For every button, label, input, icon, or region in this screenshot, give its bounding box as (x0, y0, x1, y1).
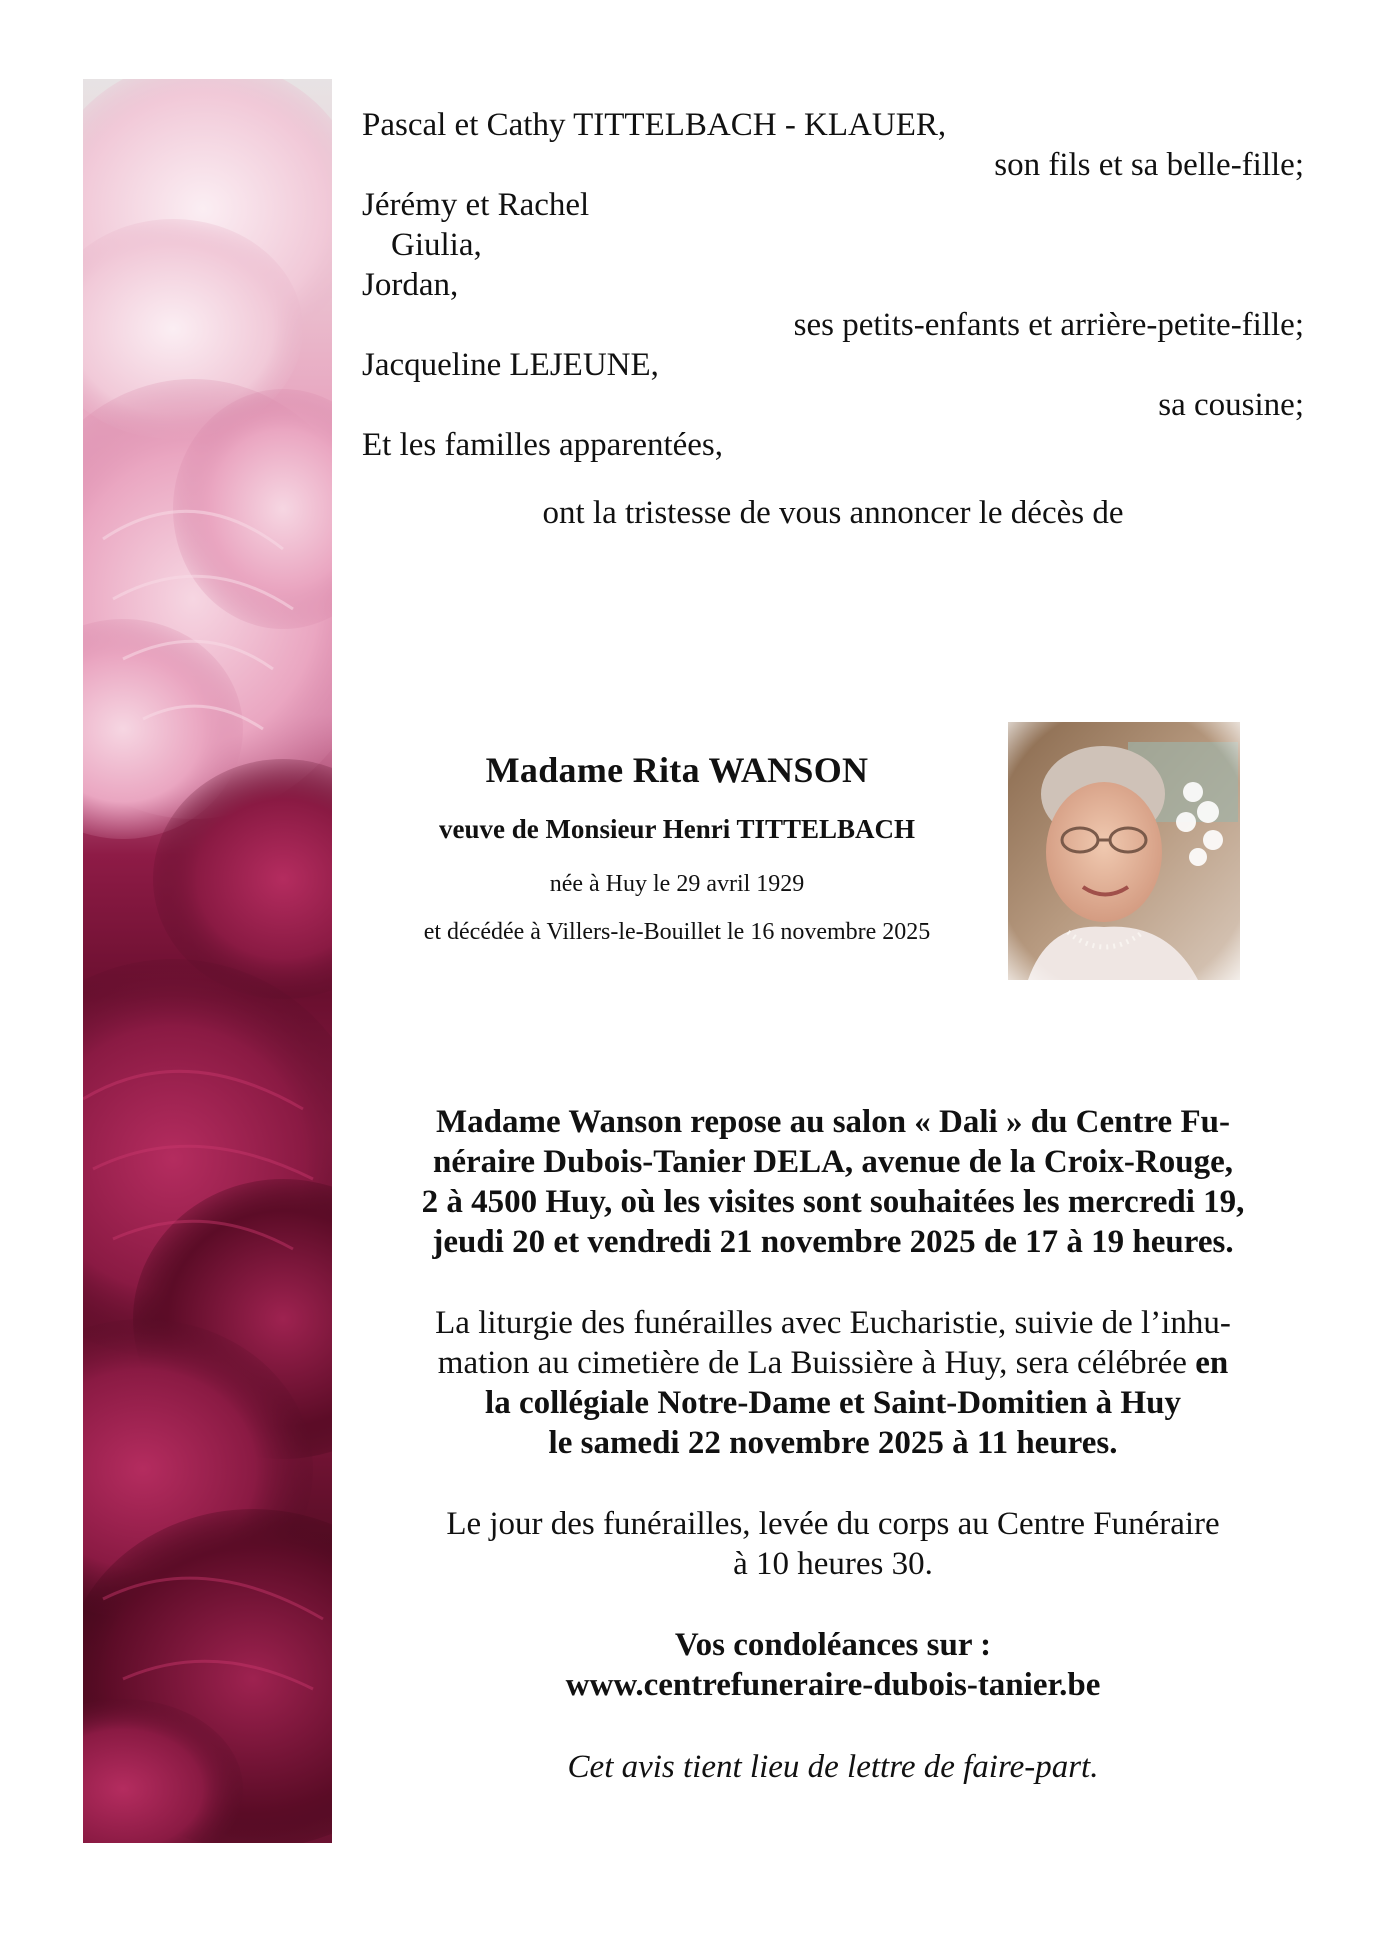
visitation-paragraph (362, 1102, 1304, 1262)
condolences-block (362, 1625, 1304, 1705)
relation-cousin: sa cousine; (1158, 387, 1304, 423)
visitation-line: Madame Wanson repose au salon « Dali » du Centre Fu- (436, 1104, 1230, 1140)
closing-note (362, 1747, 1304, 1787)
family-line-grandchildren: Jérémy et Rachel (362, 187, 590, 223)
family-line-son: Pascal et Cathy TITTELBACH - KLAUER, (362, 107, 947, 143)
relation-son: son fils et sa belle-fille; (994, 147, 1304, 183)
widow-of: veuve de Monsieur Henri TITTELBACH (438, 814, 916, 844)
birth-info: née à Huy le 29 avril 1929 (549, 871, 805, 897)
condolences-label: Vos condoléances sur : (674, 1627, 992, 1663)
visitation-line: jeudi 20 et vendredi 21 novembre 2025 de 17 à 19 heures. (432, 1224, 1234, 1260)
visitation-line: néraire Dubois-Tanier DELA, avenue de la Croix-Rouge, (433, 1144, 1233, 1180)
family-line-cousin: Jacqueline LEJEUNE, (362, 347, 659, 383)
death-info: et décédée à Villers-le-Bouillet le 16 novembre 2025 (423, 919, 931, 945)
condolences-website-link[interactable]: www.centrefuneraire-dubois-tanier.be (565, 1667, 1101, 1703)
liturgy-text: mation au cimetière de La Buissière à Huy, sera célébrée (437, 1345, 1196, 1381)
family-line-relatives: Et les familles apparentées, (362, 427, 724, 463)
deceased-name: Madame Rita WANSON (485, 750, 869, 790)
liturgy-paragraph (362, 1303, 1304, 1463)
body-lifting-paragraph (362, 1504, 1304, 1584)
church-name: la collégiale Notre-Dame et Saint-Domitien à Huy (485, 1385, 1181, 1421)
deceased-portrait-photo (1008, 722, 1240, 980)
body-lifting-time: à 10 heures 30. (733, 1546, 933, 1582)
liturgy-line (362, 1343, 1304, 1383)
funeral-date: le samedi 22 novembre 2025 à 11 heures. (548, 1425, 1118, 1461)
visitation-line: 2 à 4500 Huy, où les visites sont souhaitées les mercredi 19, (421, 1184, 1245, 1220)
announcement: ont la tristesse de vous annoncer le décès de (542, 495, 1124, 531)
peony-flower-strip (83, 79, 332, 1843)
liturgy-bold-text: en (1195, 1345, 1229, 1381)
family-line-grandchild: Jordan, (362, 267, 459, 303)
relation-grandchildren: ses petits-enfants et arrière-petite-fille; (793, 307, 1304, 343)
liturgy-line: La liturgie des funérailles avec Eucharistie, suivie de l’inhu- (435, 1305, 1231, 1341)
body-lifting-line: Le jour des funérailles, levée du corps au Centre Funéraire (446, 1506, 1220, 1542)
family-line-great-grandchild: Giulia, (391, 227, 482, 263)
closing-line: Cet avis tient lieu de lettre de faire-part. (567, 1749, 1099, 1785)
